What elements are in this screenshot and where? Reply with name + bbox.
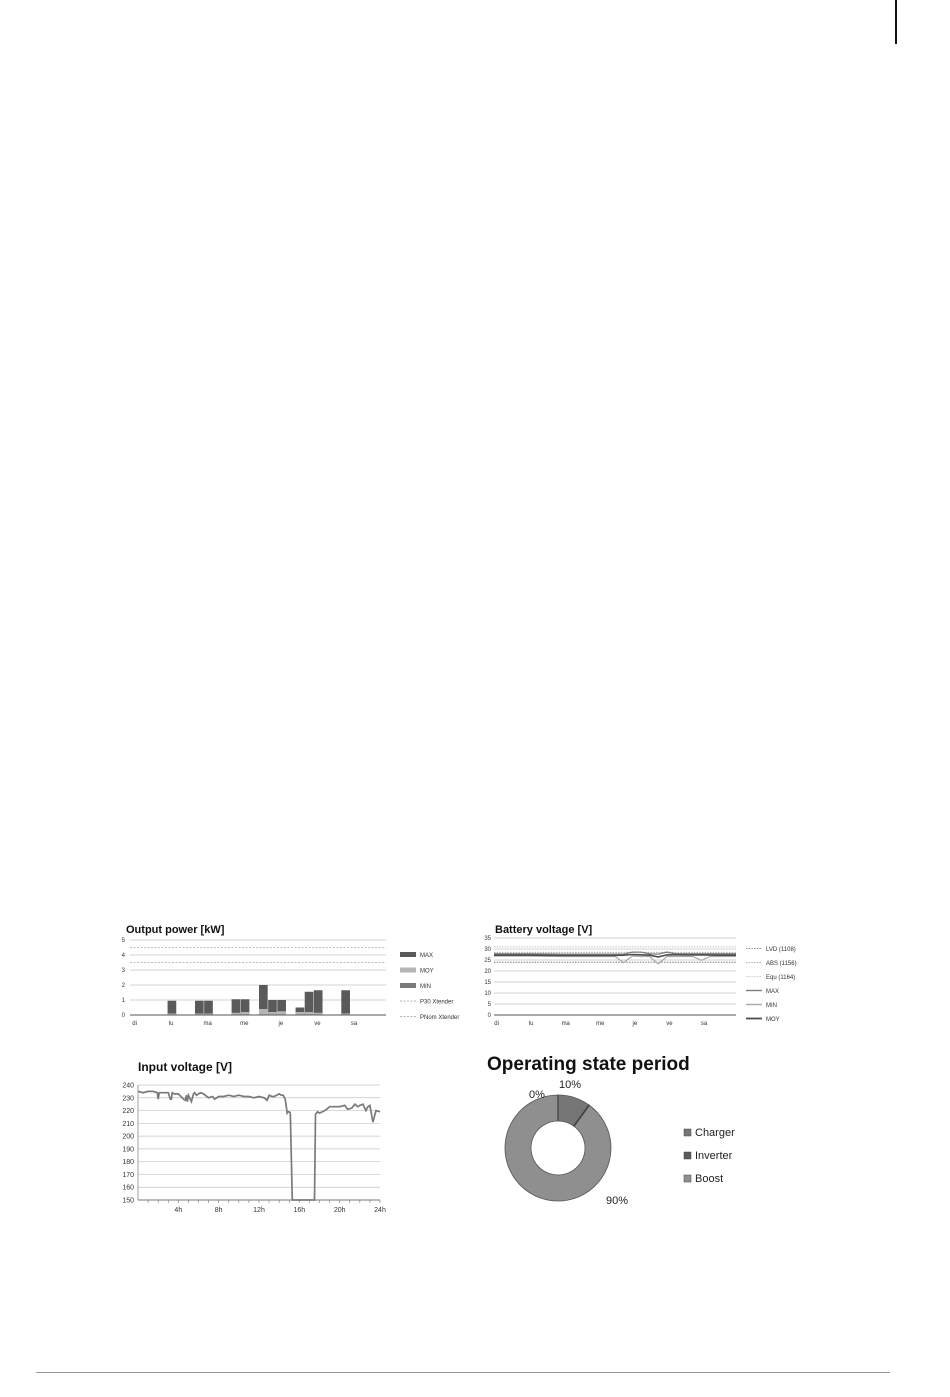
x-tick-label: 12h xyxy=(253,1207,265,1214)
y-tick-label: 1 xyxy=(121,998,125,1004)
x-tick-label: lu xyxy=(168,1021,174,1027)
x-tick-label: lu xyxy=(528,1021,534,1027)
x-tick-label: sa xyxy=(700,1021,708,1027)
battery-voltage-plot xyxy=(478,920,808,1030)
legend-label: P30 Xtender xyxy=(420,999,454,1006)
legend-label: MIN xyxy=(420,984,431,990)
y-tick-label: 240 xyxy=(122,1082,134,1090)
x-tick-label: je xyxy=(278,1021,284,1027)
bar-max xyxy=(168,1001,177,1015)
y-tick-label: 170 xyxy=(122,1171,134,1179)
battery-voltage-chart xyxy=(478,920,808,1030)
y-tick-label: 5 xyxy=(121,938,125,944)
y-tick-label: 200 xyxy=(122,1133,134,1141)
battery-voltage-title: Battery voltage [V] xyxy=(495,924,593,936)
x-tick-label: sa xyxy=(350,1021,358,1027)
y-tick-label: 150 xyxy=(122,1197,134,1205)
x-tick-label: 8h xyxy=(214,1207,223,1214)
x-tick-label: je xyxy=(632,1021,638,1027)
legend-label: Boost xyxy=(695,1173,724,1185)
x-tick-label: ve xyxy=(314,1021,321,1027)
page-corner-mark xyxy=(895,0,897,44)
legend-label: MAX xyxy=(766,989,780,995)
legend-swatch xyxy=(684,1152,691,1159)
bar-max xyxy=(314,990,323,1015)
input-voltage-title: Input voltage [V] xyxy=(138,1060,232,1074)
y-tick-label: 0 xyxy=(487,1013,491,1019)
y-tick-label: 15 xyxy=(484,980,491,986)
bar-max xyxy=(341,990,350,1015)
x-tick-label: ve xyxy=(666,1021,673,1027)
input-voltage-plot xyxy=(110,1055,390,1220)
legend-label: MAX xyxy=(420,953,434,959)
x-tick-label: 24h xyxy=(374,1207,386,1214)
y-tick-label: 230 xyxy=(122,1095,134,1103)
x-tick-label: 4h xyxy=(174,1207,183,1214)
bar-max xyxy=(232,999,241,1015)
legend-swatch xyxy=(684,1129,691,1136)
legend-label: LVD (1108) xyxy=(766,947,796,953)
bar-max xyxy=(204,1001,213,1015)
bar-max xyxy=(305,992,314,1015)
operating-state-chart xyxy=(478,1050,778,1220)
y-tick-label: 35 xyxy=(484,936,491,942)
data-label-charger: 10% xyxy=(558,1079,582,1091)
bar-max xyxy=(195,1001,204,1015)
legend-label: ABS (1156) xyxy=(766,961,797,967)
y-tick-label: 20 xyxy=(484,969,491,975)
output-power-chart xyxy=(110,920,470,1030)
legend-label: Inverter xyxy=(695,1150,733,1162)
legend-swatch xyxy=(400,983,416,988)
legend-label: PNom Xtender xyxy=(420,1015,460,1021)
y-tick-label: 0 xyxy=(121,1013,125,1019)
legend-swatch xyxy=(400,968,416,973)
legend-label: Charger xyxy=(695,1127,735,1139)
y-tick-label: 210 xyxy=(122,1120,134,1128)
data-label-inverter: 0% xyxy=(529,1089,545,1101)
y-tick-label: 4 xyxy=(121,953,125,959)
y-tick-label: 5 xyxy=(487,1002,491,1008)
x-tick-label: ma xyxy=(561,1021,570,1027)
footer-rule xyxy=(36,1372,890,1373)
y-tick-label: 180 xyxy=(122,1159,134,1167)
legend-swatch xyxy=(400,952,416,957)
y-tick-label: 2 xyxy=(121,983,125,989)
legend-label: Equ (1164) xyxy=(766,975,796,981)
y-tick-label: 220 xyxy=(122,1108,134,1116)
output-power-plot xyxy=(110,920,470,1030)
x-tick-label: me xyxy=(596,1021,605,1027)
y-tick-label: 30 xyxy=(484,947,491,953)
legend-label: MOY xyxy=(766,1017,780,1023)
data-label-boost: 90% xyxy=(605,1195,629,1207)
y-tick-label: 190 xyxy=(122,1146,134,1154)
y-tick-label: 10 xyxy=(484,991,491,997)
operating-state-title: Operating state period xyxy=(487,1054,690,1075)
legend-label: MOY xyxy=(420,968,434,975)
output-power-title: Output power [kW] xyxy=(126,924,225,936)
x-tick-label: me xyxy=(240,1021,249,1027)
input-voltage-chart xyxy=(110,1055,390,1220)
bar-moy xyxy=(277,1011,286,1015)
x-tick-label: di xyxy=(132,1021,137,1027)
x-tick-label: 20h xyxy=(333,1207,346,1214)
y-tick-label: 25 xyxy=(484,958,491,964)
legend-label: MIN xyxy=(766,1003,777,1009)
series-line xyxy=(138,1091,380,1200)
y-tick-label: 160 xyxy=(122,1184,134,1192)
x-tick-label: ma xyxy=(203,1021,212,1027)
bar-moy xyxy=(259,1009,268,1015)
legend-swatch xyxy=(684,1175,691,1182)
y-tick-label: 3 xyxy=(121,968,125,974)
x-tick-label: 16h xyxy=(293,1207,306,1214)
x-tick-label: di xyxy=(494,1021,499,1027)
